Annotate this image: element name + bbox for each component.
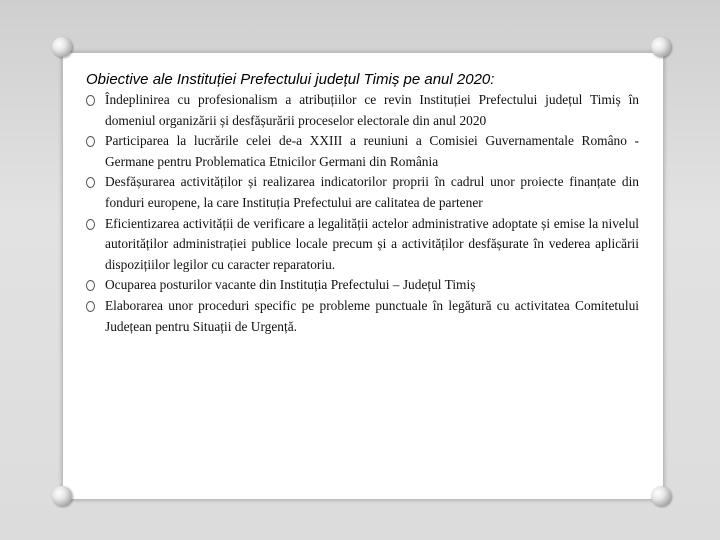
pin-bottom-left [52,486,72,506]
list-item-text: Eficientizarea activității de verificare a legalității actelor administrative adoptate și emise la nivelul autorităților administrației publice locale precum și a activităților desfășurate în vederea aplicării dispozițiilor legilor cu caracter reparatoriu. [105,215,639,272]
objectives-list [86,90,639,337]
list-item-text: Elaborarea unor proceduri specific pe probleme punctuale în legătură cu activitatea Comitetului Județean pentru Situații de Urgență. [105,297,639,334]
list-item [86,172,639,213]
pin-bottom-right [651,486,671,506]
bullet-circle-icon [86,177,95,188]
bullet-circle-icon [86,95,95,106]
slide-heading: Obiective ale Instituției Prefectului județul Timiș pe anul 2020: [86,71,495,88]
list-item [86,131,639,172]
list-item [86,90,639,131]
list-item-text: Îndeplinirea cu profesionalism a atribuțiilor ce revin Instituției Prefectului județul Timiș în domeniul organizării și desfășurării proceselor electorale din anul 2020 [105,92,639,128]
bullet-circle-icon [86,219,95,230]
list-item [86,275,639,296]
list-item [86,214,639,276]
pin-top-right [651,37,671,57]
list-item [86,296,639,337]
pin-top-left [52,37,72,57]
bullet-circle-icon [86,280,95,291]
list-item-text: Ocuparea posturilor vacante din Instituția Prefectului – Județul Timiș [105,277,476,293]
list-item-text: Participarea la lucrările celei de-a XXIII a reuniuni a Comisiei Guvernamentale Româno - Germane pentru Problematica Etnicilor Germani din România [105,133,639,169]
bullet-circle-icon [86,136,95,147]
bullet-circle-icon [86,301,95,312]
slide-content [86,70,639,337]
list-item-text: Desfășurarea activităților și realizarea indicatorilor proprii în cadrul unor proiecte finanțate din fonduri europene, la care Instituția Prefectului are calitatea de partener [105,174,639,210]
